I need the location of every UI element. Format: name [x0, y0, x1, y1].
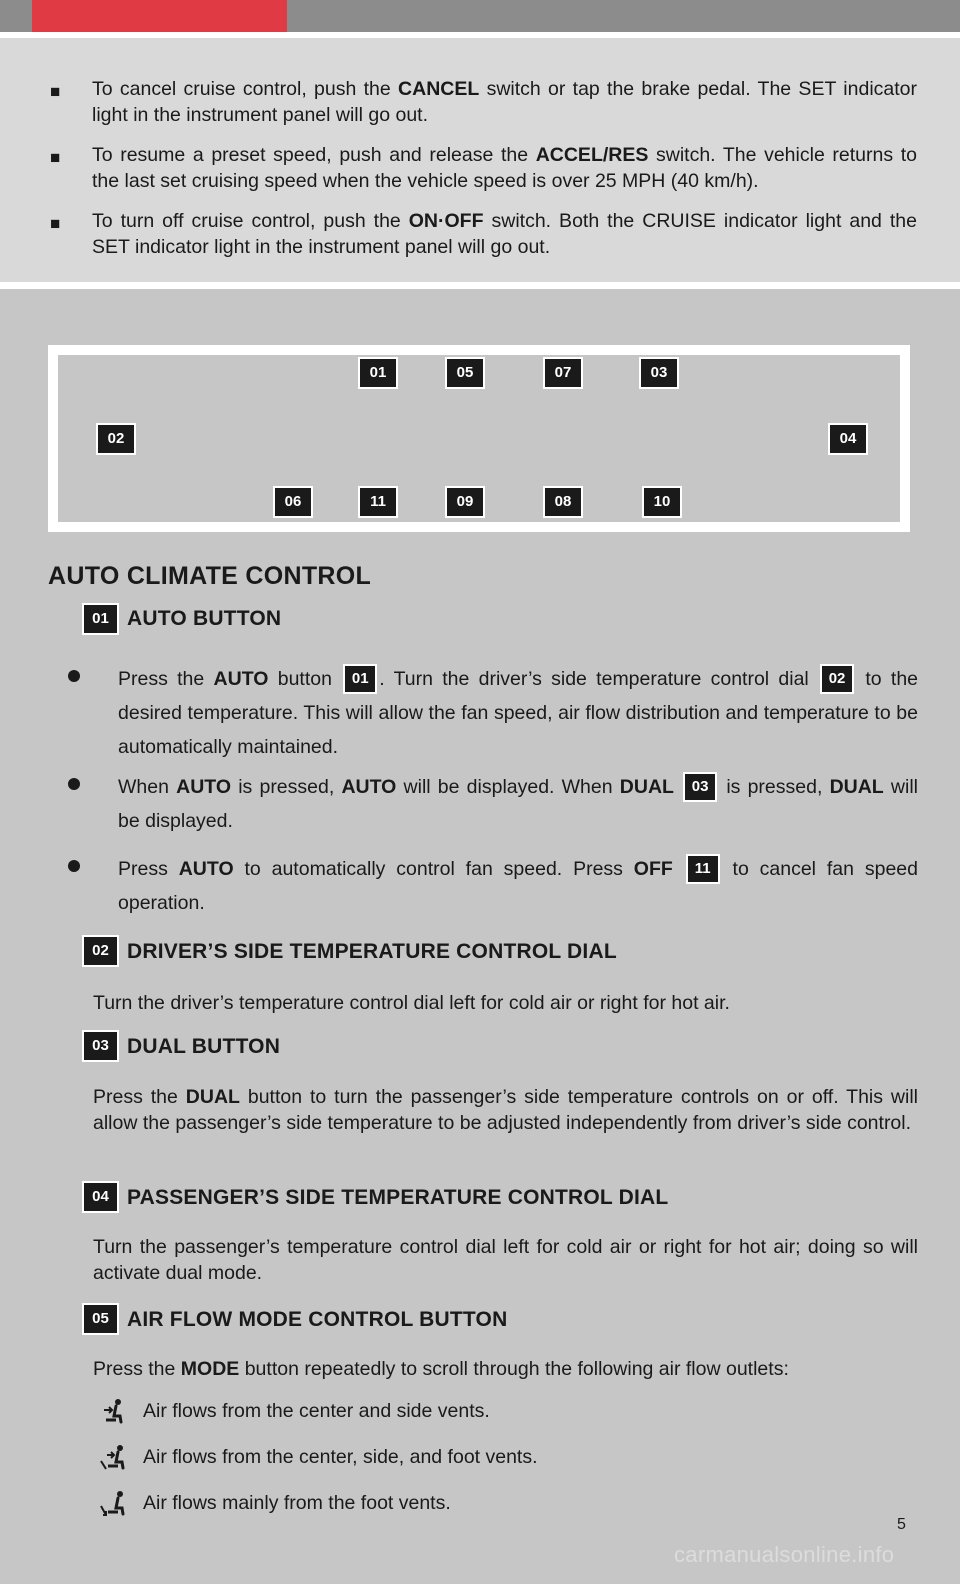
diagram-tag-02: 02: [98, 425, 134, 453]
item-badge-03: 03: [84, 1032, 117, 1060]
header-bar: [0, 0, 960, 32]
inline-badge-02: 02: [822, 666, 852, 692]
square-bullet-icon: ■: [50, 148, 61, 167]
passenger-dial-heading: PASSENGER’S SIDE TEMPERATURE CONTROL DIAL: [127, 1186, 669, 1209]
auto-bullet-3: Press AUTO to automatically control fan speed. Press OFF 11 to cancel fan speed operation.: [118, 858, 918, 914]
air-flow-mode-text: Press the MODE button repeatedly to scroll through the following air flow outlets:: [93, 1358, 789, 1380]
round-bullet-icon: [68, 778, 80, 790]
divider: [0, 282, 960, 289]
header-accent: [32, 0, 287, 32]
diagram-tag-09: 09: [447, 488, 483, 516]
diagram-tag-05: 05: [447, 359, 483, 387]
driver-dial-heading: DRIVER’S SIDE TEMPERATURE CONTROL DIAL: [127, 940, 617, 963]
driver-dial-text: Turn the driver’s temperature control dial left for cold air or right for hot air.: [93, 992, 730, 1014]
item-badge-04: 04: [84, 1183, 117, 1211]
round-bullet-icon: [68, 860, 80, 872]
vent-foot-icon: [98, 1490, 128, 1518]
dual-button-heading: DUAL BUTTON: [127, 1035, 281, 1058]
square-bullet-icon: ■: [50, 82, 61, 101]
cruise-bullet-2: To resume a preset speed, push and release the ACCEL/RES switch. The vehicle returns to the last set cruising speed when the vehicle speed is over 25 MPH (40 km/h).: [92, 144, 917, 192]
diagram-tag-11: 11: [360, 488, 396, 516]
cruise-control-box: [0, 38, 960, 282]
diagram-tag-10: 10: [644, 488, 680, 516]
dual-button-text: Press the DUAL button to turn the passenger’s side temperature controls on or off. This will allow the passenger’s side temperature to be adjusted independently from driver’s side control.: [93, 1086, 918, 1134]
mode-2-text: Air flows from the center, side, and foot vents.: [143, 1446, 538, 1468]
diagram-tag-01: 01: [360, 359, 396, 387]
round-bullet-icon: [68, 670, 80, 682]
diagram-tag-03: 03: [641, 359, 677, 387]
mode-1-text: Air flows from the center and side vents.: [143, 1400, 490, 1422]
diagram-tag-06: 06: [275, 488, 311, 516]
auto-bullet-1: Press the AUTO button 01 . Turn the driver’s side temperature control dial 02 to the desired temperature. This will allow the fan speed, air flow distribution and temperature to be automatically maintained.: [118, 668, 919, 758]
air-flow-mode-heading: AIR FLOW MODE CONTROL BUTTON: [127, 1308, 508, 1331]
diagram-tag-07: 07: [545, 359, 581, 387]
mode-3-text: Air flows mainly from the foot vents.: [143, 1492, 451, 1514]
square-bullet-icon: ■: [50, 214, 61, 233]
diagram-tag-08: 08: [545, 488, 581, 516]
vent-face-icon: [98, 1398, 128, 1426]
item-badge-05: 05: [84, 1305, 117, 1333]
diagram-tag-04: 04: [830, 425, 866, 453]
auto-button-heading: AUTO BUTTON: [127, 607, 282, 630]
section-title: AUTO CLIMATE CONTROL: [48, 562, 372, 590]
cruise-bullet-3: To turn off cruise control, push the ON·OFF switch. Both the CRUISE indicator light and the SET indicator light in the instrument panel will go out.: [92, 210, 917, 258]
inline-badge-03: 03: [685, 774, 715, 800]
item-badge-01: 01: [84, 605, 117, 633]
watermark: carmanualsonline.info: [674, 1542, 895, 1567]
vent-face-foot-icon: [98, 1444, 128, 1472]
item-badge-02: 02: [84, 937, 117, 965]
climate-control-diagram: [48, 345, 910, 532]
cruise-bullet-1: To cancel cruise control, push the CANCEL switch or tap the brake pedal. The SET indicator light in the instrument panel will go out.: [92, 78, 917, 126]
page-number: 5: [897, 1516, 906, 1533]
passenger-dial-text: Turn the passenger’s temperature control dial left for cold air or right for hot air; doing so will activate dual mode.: [93, 1236, 918, 1284]
inline-badge-11: 11: [688, 856, 718, 882]
auto-bullet-2: When AUTO is pressed, AUTO will be displayed. When DUAL 03 is pressed, DUAL will be displayed.: [118, 776, 918, 832]
inline-badge-01: 01: [345, 666, 375, 692]
